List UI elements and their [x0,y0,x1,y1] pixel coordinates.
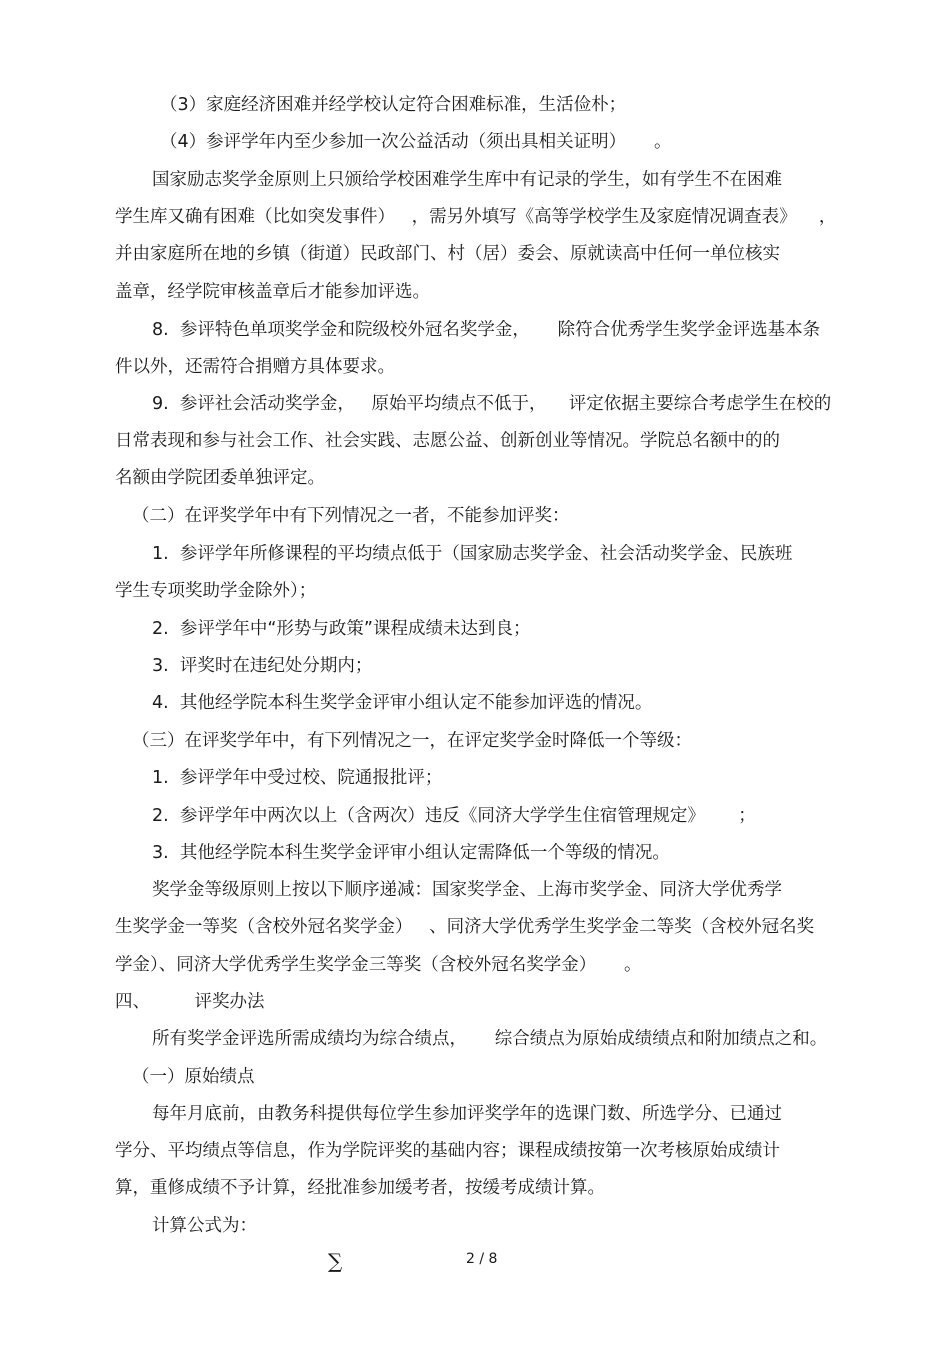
text-line-14: 学生专项奖助学金除外）； [115,581,317,601]
text-line-16: 3. 评奖时在违纪处分期内； [152,656,373,676]
text-line-17: 4. 其他经学院本科生奖学金评审小组认定不能参加评选的情况。 [152,693,653,713]
text-line-15: 2. 参评学年中“形势与政策”课程成绩未达到良； [152,619,531,639]
text-line-29: 学分、平均绩点等信息，作为学院评奖的基础内容；课程成绩按第一次考核原始成绩计 [115,1141,780,1161]
text-line-13: 1. 参评学年所修课程的平均绩点低于（国家励志奖学金、社会活动奖学金、民族班 [152,544,793,564]
text-line-7: 8. 参评特色单项奖学金和院级校外冠名奖学金， 除符合优秀学生奖学金评选基本条 [152,320,821,340]
text-line-3: 国家励志奖学金原则上只颁给学校困难学生库中有记录的学生，如有学生不在困难 [152,170,782,190]
text-line-1: （3）家庭经济困难并经学校认定符合困难标准，生活俭朴； [160,95,627,115]
text-line-2: （4）参评学年内至少参加一次公益活动（须出具相关证明） 。 [160,132,672,152]
text-line-9: 9. 参评社会活动奖学金， 原始平均绩点不低于， 评定依据主要综合考虑学生在校的 [152,394,832,414]
text-line-5: 并由家庭所在地的乡镇（街道）民政部门、村（居）委会、原就读高中任何一单位核实 [115,244,780,264]
text-line-20: 2. 参评学年中两次以上（含两次）违反《同济大学学生住宿管理规定》 ； [152,806,756,826]
section-heading: 四、 评奖办法 [115,992,265,1012]
text-line-30: 算，重修成绩不予计算，经批准参加缓考者，按缓考成绩计算。 [115,1178,605,1198]
text-line-28: 每年月底前，由教务科提供每位学生参加评奖学年的选课门数、所选学分、已通过 [152,1104,782,1124]
text-line-19: 1. 参评学年中受过校、院通报批评； [152,768,443,788]
text-line-18: （三）在评奖学年中，有下列情况之一，在评定奖学金时降低一个等级： [132,731,692,751]
subsection-heading: （一）原始绩点 [132,1067,255,1087]
text-line-26: 所有奖学金评选所需成绩均为综合绩点， 综合绩点为原始成绩绩点和附加绩点之和。 [152,1029,828,1049]
text-line-11: 名额由学院团委单独评定。 [115,468,325,488]
sigma-symbol: ∑ [328,1249,343,1273]
page-number: 2 / 8 [466,1251,498,1267]
text-line-12: （二）在评奖学年中有下列情况之一者，不能参加评奖： [132,506,570,526]
text-line-22: 奖学金等级原则上按以下顺序递减：国家奖学金、上海市奖学金、同济大学优秀学 [152,880,782,900]
text-line-31: 计算公式为： [152,1216,257,1236]
text-line-6: 盖章，经学院审核盖章后才能参加评选。 [115,282,430,302]
text-line-10: 日常表现和参与社会工作、社会实践、志愿公益、创新创业等情况。学院总名额中的的 [115,431,780,451]
text-line-21: 3. 其他经学院本科生奖学金评审小组认定需降低一个等级的情况。 [152,843,670,863]
text-line-23: 生奖学金一等奖（含校外冠名奖学金） 、同济大学优秀学生奖学金二等奖（含校外冠名奖 [115,917,815,937]
text-line-8: 件以外，还需符合捐赠方具体要求。 [115,357,395,377]
text-line-4: 学生库又确有困难（比如突发事件） ，需另外填写《高等学校学生及家庭情况调查表》 ， [115,207,837,227]
text-line-24: 学金）、同济大学优秀学生奖学金三等奖（含校外冠名奖学金） 。 [115,955,642,975]
